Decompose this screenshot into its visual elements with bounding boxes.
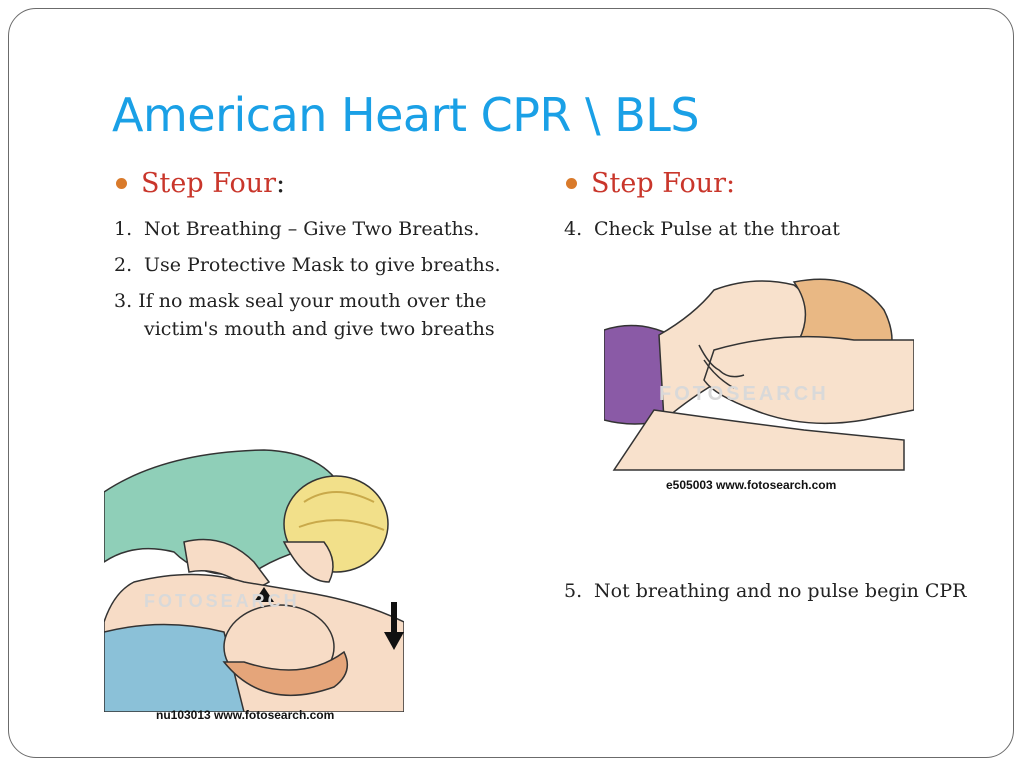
- slide-title: American Heart CPR \ BLS: [112, 88, 700, 142]
- pulse-check-illustration: [604, 270, 914, 476]
- watermark-text: FOTOSEARCH: [659, 383, 829, 405]
- list-item: [114, 286, 486, 316]
- right-image-caption: e505003 www.fotosearch.com: [666, 478, 837, 492]
- watermark-text: FOTOSEARCH: [144, 591, 300, 611]
- list-item: [564, 214, 840, 244]
- item-number: 2.: [114, 254, 133, 276]
- left-heading-colon: :: [276, 168, 286, 199]
- item-text: If no mask seal your mouth over the: [138, 290, 487, 312]
- left-step-heading: [116, 168, 285, 199]
- list-item: [564, 576, 967, 606]
- item-text: Use Protective Mask to give breaths.: [144, 254, 501, 276]
- left-heading-text: Step Four: [141, 168, 276, 199]
- right-heading-text: Step Four:: [591, 168, 736, 199]
- list-item-continuation: [144, 314, 495, 344]
- list-item: [114, 250, 501, 280]
- bullet-icon: [116, 178, 127, 189]
- item-number: 4.: [564, 218, 583, 240]
- pulse-check-image: [604, 270, 914, 476]
- item-number: 3.: [114, 290, 133, 312]
- item-text: Not breathing and no pulse begin CPR: [594, 580, 967, 602]
- list-item: [114, 214, 480, 244]
- item-number: 1.: [114, 218, 133, 240]
- rescue-breathing-illustration: [104, 432, 404, 712]
- item-text: Not Breathing – Give Two Breaths.: [144, 218, 480, 240]
- rescue-breathing-image: [104, 432, 404, 712]
- item-number: 5.: [564, 580, 583, 602]
- item-text: Check Pulse at the throat: [594, 218, 840, 240]
- right-step-heading: [566, 168, 735, 199]
- bullet-icon: [566, 178, 577, 189]
- left-image-caption: nu103013 www.fotosearch.com: [156, 708, 335, 722]
- item-text: victim's mouth and give two breaths: [144, 318, 495, 340]
